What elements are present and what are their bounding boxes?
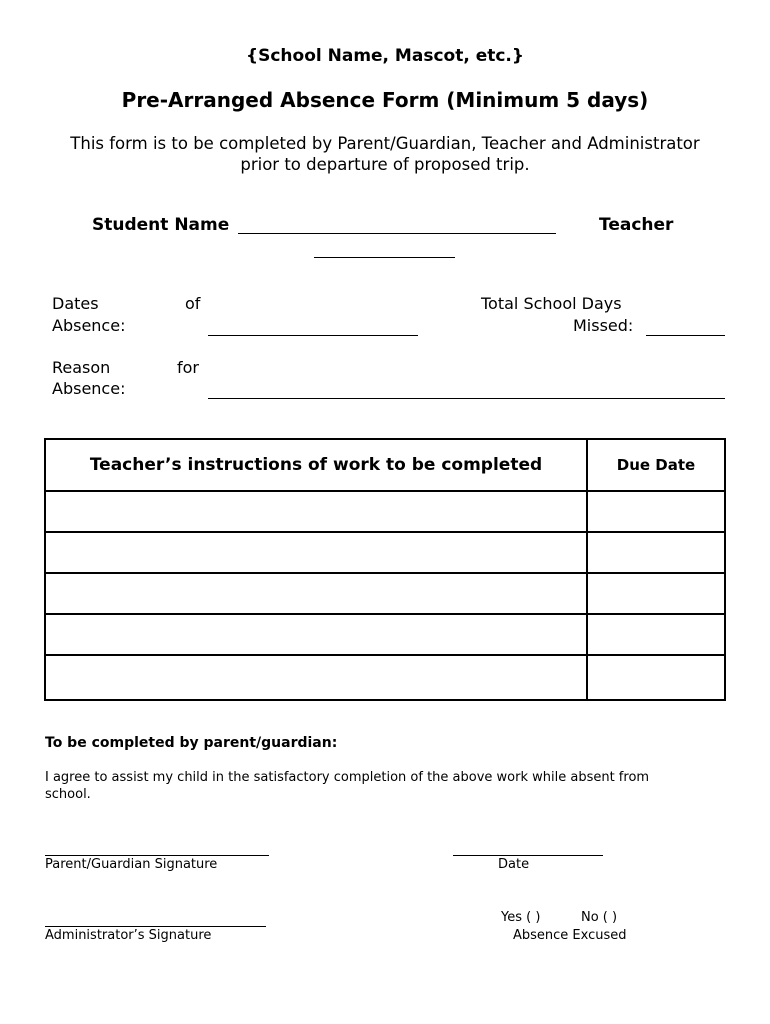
teacher-label: Teacher <box>599 215 674 235</box>
table-row <box>45 655 725 700</box>
student-name-field[interactable] <box>238 233 556 234</box>
due-date-cell[interactable] <box>587 655 725 700</box>
instructions-header: Teacher’s instructions of work to be completed <box>45 439 587 491</box>
due-date-header: Due Date <box>587 439 725 491</box>
instructions-cell[interactable] <box>45 614 587 655</box>
instructions-cell[interactable] <box>45 532 587 573</box>
date-line[interactable] <box>453 855 603 856</box>
intro-line-2: prior to departure of proposed trip. <box>240 155 530 174</box>
parent-section-heading: To be completed by parent/guardian: <box>45 735 338 751</box>
total-days-label-line2: Missed: <box>573 316 634 335</box>
dates-label-line2: Absence: <box>52 316 126 335</box>
admin-signature-label: Administrator’s Signature <box>45 928 212 943</box>
teacher-field[interactable] <box>314 257 455 258</box>
work-table <box>44 438 726 701</box>
table-row <box>45 573 725 614</box>
table-row <box>45 532 725 573</box>
due-date-cell[interactable] <box>587 532 725 573</box>
reason-label-line2: Absence: <box>52 379 126 398</box>
total-days-field[interactable] <box>646 335 725 336</box>
intro-line-1: This form is to be completed by Parent/Guardian, Teacher and Administrator <box>70 134 700 153</box>
table-row <box>45 491 725 532</box>
dates-of-absence-field[interactable] <box>208 335 418 336</box>
admin-signature-line[interactable] <box>45 926 266 927</box>
student-name-label: Student Name <box>92 215 230 235</box>
due-date-cell[interactable] <box>587 614 725 655</box>
table-header-row <box>45 439 725 491</box>
instructions-cell[interactable] <box>45 655 587 700</box>
yes-checkbox[interactable]: Yes ( ) <box>501 910 541 925</box>
school-name: {School Name, Mascot, etc.} <box>245 46 524 66</box>
dates-label-line1: Dates <box>52 294 99 313</box>
reason-field[interactable] <box>208 398 725 399</box>
instructions-cell[interactable] <box>45 573 587 614</box>
instructions-cell[interactable] <box>45 491 587 532</box>
no-checkbox[interactable]: No ( ) <box>581 910 618 925</box>
date-label: Date <box>498 857 530 872</box>
agreement-line-2: school. <box>45 787 91 802</box>
total-days-label-line1: Total School Days <box>481 294 622 313</box>
due-date-cell[interactable] <box>587 491 725 532</box>
table-row <box>45 614 725 655</box>
reason-label-line1: Reason <box>52 358 111 377</box>
agreement-line-1: I agree to assist my child in the satisfactory completion of the above work while absent from <box>45 770 650 785</box>
absence-excused-label: Absence Excused <box>513 928 627 943</box>
dates-label-of: of <box>185 294 201 313</box>
due-date-cell[interactable] <box>587 573 725 614</box>
form-title: Pre-Arranged Absence Form (Minimum 5 days) <box>121 88 649 112</box>
parent-signature-label: Parent/Guardian Signature <box>45 857 218 872</box>
reason-label-for: for <box>177 358 199 377</box>
parent-signature-line[interactable] <box>45 855 269 856</box>
